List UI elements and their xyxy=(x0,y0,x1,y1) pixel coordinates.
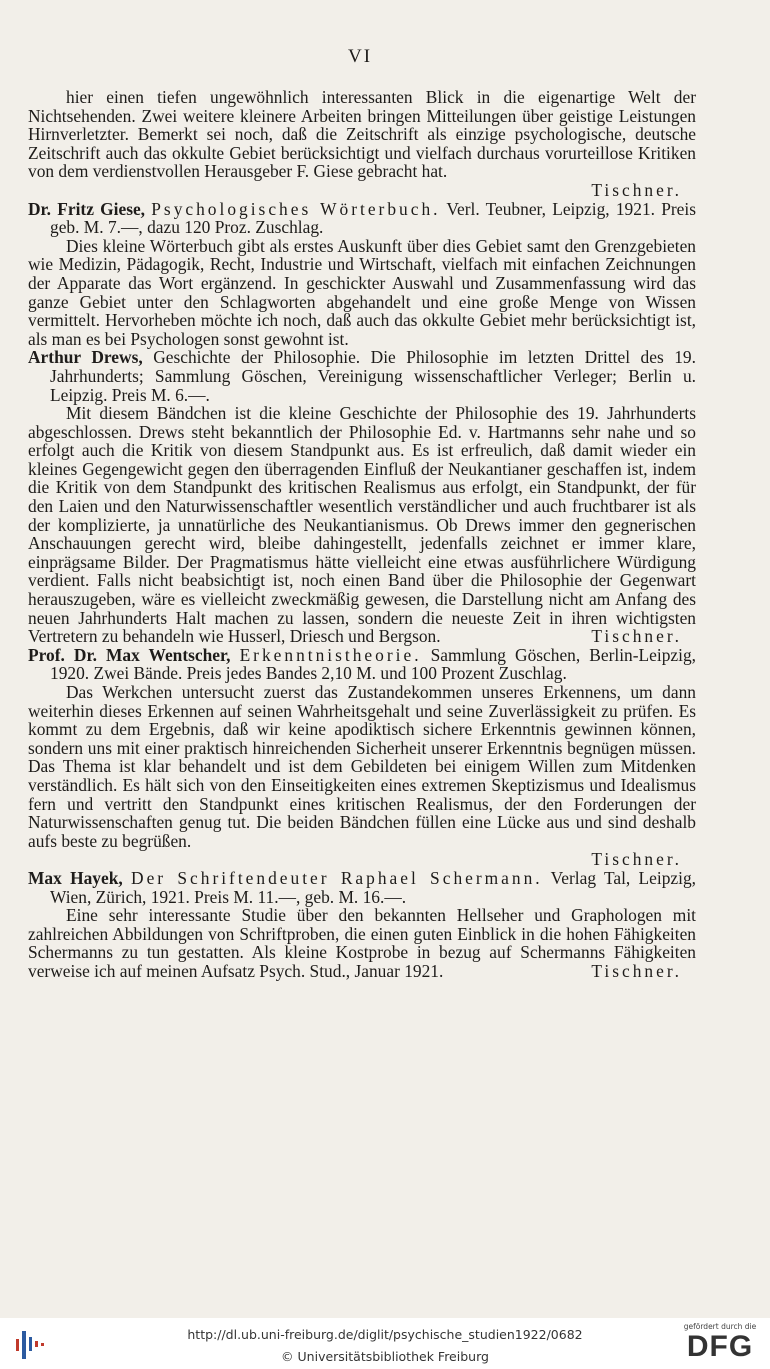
review-text: Mit diesem Bändchen ist die kleine Geschichte der Philosophie des 19. Jahrhunderts abgeschlossen. Drews steht bekanntlich der Philosophie Ed. v. Hartmanns sehr nahe und so erfolgt auch die Kritik von diesem Standpunkt aus. Es ist erfreulich, daß damit wieder ein kleines Gegengewicht gegen den überragenden Einfluß der Neukantianer geschaffen ist, indem die Kritik von dem Standpunkt des kritischen Realismus aus erfolgt, ein Standpunkt, der für den Laien und den Naturwissenschaftler wesentlich verständlicher und auch fruchtbarer ist als der komplizierte, ja unnatürliche des Neukantianismus. Ob Drews immer den gegnerischen Anschauungen gerecht wird, bleibe dahingestellt, jedenfalls zeichnet er immer klare, einprägsame Bilder. Der Pragmatismus hätte vielleicht eine etwas ausführlichere Würdigung verdient. Falls nicht beabsichtigt ist, noch einen Band über die Philosophie der Gegenwart herauszugeben, wäre es vielleicht zweckmäßig gewesen, die Darstellung nicht am Anfang des neuen Jahrhunderts Halt machen zu lassen, sondern die neueste Zeit in ihren wichtigsten Vertretern zu behandeln wie Husserl, Driesch und Bergson. xyxy=(28,403,696,647)
reviewer-signature: Tischner. xyxy=(591,626,682,647)
dfg-caption: gefördert durch die xyxy=(683,1322,757,1331)
source-url-link[interactable]: http://dl.ub.uni-freiburg.de/diglit/psychische_studien1922/0682 xyxy=(187,1327,583,1342)
dfg-logo-icon xyxy=(680,1322,760,1366)
bibliography-entry xyxy=(28,869,696,906)
bibliography-entry xyxy=(28,348,696,404)
entry-details: Geschichte der Philosophie. Die Philosophie im letzten Drittel des 19. Jahrhunderts; Sammlung Göschen, Vereinigung wissenschaftlicher Verleger; Berlin u. Leipzig. Preis M. 6.—. xyxy=(50,347,696,405)
entry-author: Arthur Drews, xyxy=(28,347,143,368)
dfg-logo-text: DFG xyxy=(686,1330,754,1363)
entry-title: Erkenntnistheorie. xyxy=(239,644,422,665)
reviewer-signature: Tischner. xyxy=(591,849,682,870)
review-paragraph xyxy=(28,404,696,646)
reviewer-signature: Tischner. xyxy=(591,960,682,981)
entry-title: Psychologisches Wörterbuch. xyxy=(151,198,441,219)
bibliography-entry xyxy=(28,646,696,683)
entry-author: Max Hayek, xyxy=(28,867,123,888)
viewer-footer xyxy=(0,1318,770,1369)
review-paragraph xyxy=(28,906,696,980)
entry-details: Verl. Teubner, Leipzig, 1921. Preis geb. M. 7.—, dazu 120 Proz. Zuschlag. xyxy=(50,198,696,238)
review-paragraph: Dies kleine Wörterbuch gibt als erstes Auskunft über dies Gebiet samt den Grenzgebieten wie Medizin, Pädagogik, Recht, Industrie und Wirtschaft, vielfach mit einfachen Zeichnungen der Apparate das Wort ergänzend. In geschickter Auswahl und Zusammenfassung wird das ganze Gebiet unter den Schlagworten abgehandelt und eine große Menge von Wissen vermittelt. Hervorheben möchte ich noch, daß auch das okkulte Gebiet mehr berücksichtigt ist, als man es bei Psychologen sonst gewohnt ist. xyxy=(28,235,696,349)
entry-author: Prof. Dr. Max Wentscher, xyxy=(28,644,231,665)
review-paragraph: hier einen tiefen ungewöhnlich interessanten Blick in die eigenartige Welt der Nichtsehenden. Zwei weitere kleinere Arbeiten bringen Mitteilungen über geistige Leistungen Hirnverletzter. Bemerkt sei noch, daß die Zeitschrift als einzige psychologische, deutsche Zeitschrift auch das okkulte Gebiet berücksichtigt und vielfach durchaus vorurteillose Kritiken von dem verdienstvollen Herausgeber F. Giese gebracht hat. xyxy=(28,87,696,182)
review-paragraph: Das Werkchen untersucht zuerst das Zustandekommen unseres Erkennens, um dann weiterhin dieses Erkennen auf seinen Wahrheitsgehalt und seine Zuverlässigkeit zu prüfen. Es kommt zu dem Ergebnis, daß wir keine apodiktisch sichere Erkenntnis gewinnen können, sondern uns mit einer praktisch hinreichenden Sicherheit unserer Erkenntnis begnügen müssen. Das Thema ist klar behandelt und ist dem Gebildeten bei einigem Willen zum Mitdenken verständlich. Es hält sich von den Einseitigkeiten eines extremen Skeptizismus und Idealismus fern und vertritt den Standpunkt eines kritischen Realismus, der den Forderungen der Naturwissenschaften genug tut. Die beiden Bändchen füllen eine Lücke aus und sind deshalb aufs beste zu begrüßen. xyxy=(28,682,696,851)
page-text xyxy=(28,88,696,981)
entry-details: Sammlung Göschen, Berlin-Leipzig, 1920. Zwei Bände. Preis jedes Bandes 2,10 M. und 100 Prozent Zuschlag. xyxy=(50,644,696,684)
entry-details: Verlag Tal, Leipzig, Wien, Zürich, 1921. Preis M. 11.—, geb. M. 16.—. xyxy=(50,867,697,907)
entry-author: Dr. Fritz Giese, xyxy=(28,198,146,219)
entry-title: Der Schriftendeuter Raphael Schermann. xyxy=(131,867,543,888)
bibliography-entry xyxy=(28,200,696,237)
copyright-notice: © Universitätsbibliothek Freiburg xyxy=(281,1349,489,1364)
reviewer-signature: Tischner. xyxy=(591,179,682,200)
review-text: Eine sehr interessante Studie über den bekannten Hellseher und Graphologen mit zahlreichen Abbildungen von Schriftproben, die einen guten Einblick in die hohen Fähigkeiten Schermanns zu tun gestatten. Als kleine Kostprobe in bezug auf Schermanns Fähigkeiten verweise ich auf meinen Aufsatz Psych. Stud., Januar 1921. xyxy=(28,905,696,981)
page-number: VI xyxy=(347,46,373,67)
